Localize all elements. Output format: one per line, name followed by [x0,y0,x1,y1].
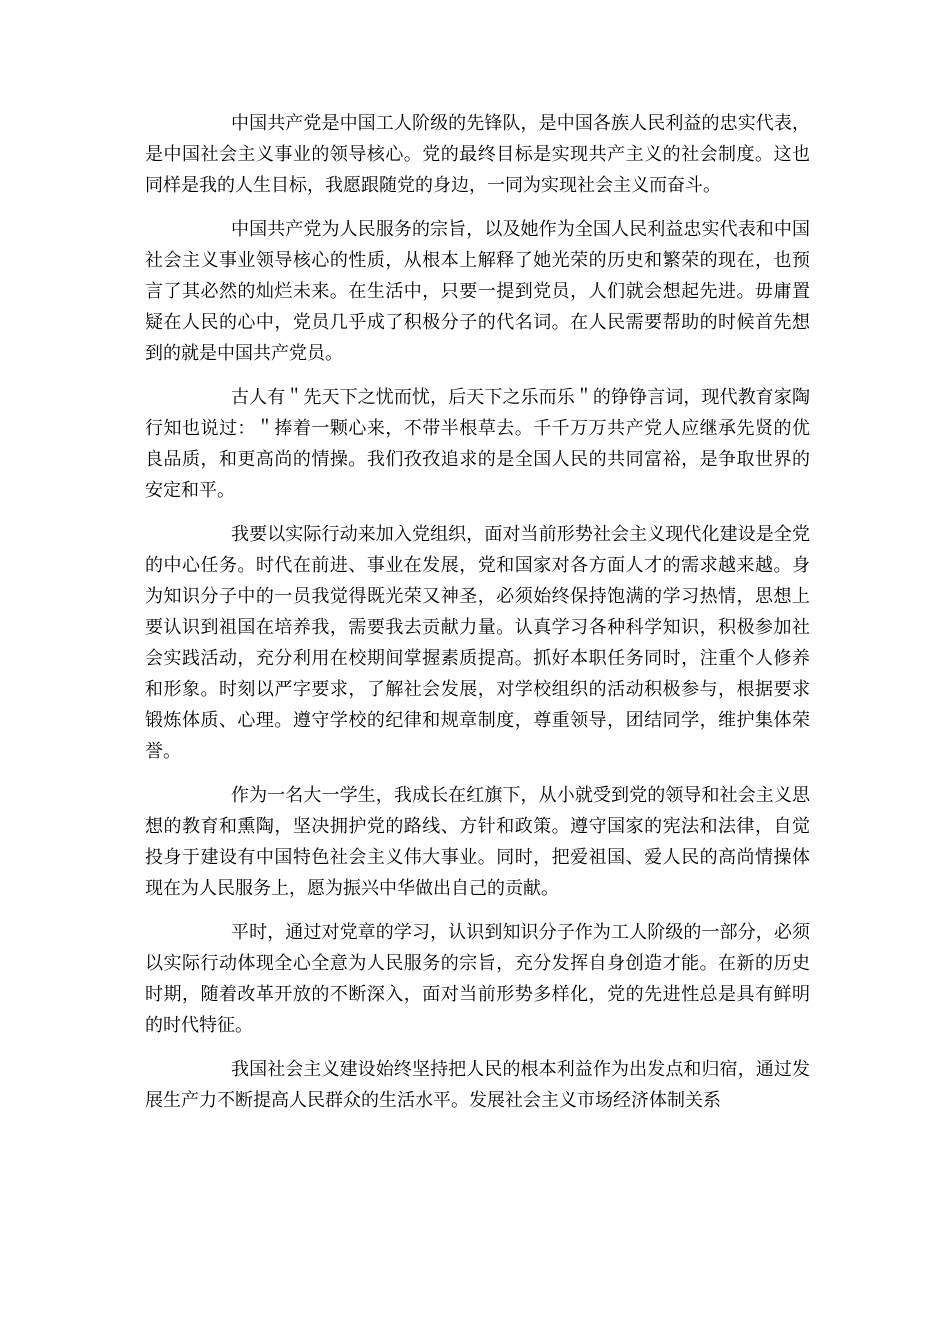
paragraph-2: 中国共产党为人民服务的宗旨，以及她作为全国人民利益忠实代表和中国社会主义事业领导核心的性质，从根本上解释了她光荣的历史和繁荣的现在，也预言了其必然的灿烂未来。在生活中，只要一提到党员，人们就会想起先进。毋庸置疑在人民的心中，党员几乎成了积极分子的代名词。在人民需要帮助的时候首先想到的就是中国共产党员。 [145,219,810,364]
document-body [145,108,810,1129]
paragraph-7: 我国社会主义建设始终坚持把人民的根本利益作为出发点和归宿，通过发展生产力不断提高人民群众的生活水平。发展社会主义市场经济体制关系 [145,1059,810,1111]
paragraph-1: 中国共产党是中国工人阶级的先锋队，是中国各族人民利益的忠实代表，是中国社会主义事业的领导核心。党的最终目标是实现共产主义的社会制度。这也同样是我的人生目标，我愿跟随党的身边，一同为实现社会主义而奋斗。 [145,113,810,196]
paragraph-5: 作为一名大一学生，我成长在红旗下，从小就受到党的领导和社会主义思想的教育和熏陶，坚决拥护党的路线、方针和政策。遵守国家的宪法和法律，自觉投身于建设有中国特色社会主义伟大事业。同时，把爱祖国、爱人民的高尚情操体现在为人民服务上，愿为振兴中华做出自己的贡献。 [145,785,810,899]
paragraph-6: 平时，通过对党章的学习，认识到知识分子作为工人阶级的一部分，必须以实际行动体现全心全意为人民服务的宗旨，充分发挥自身创造才能。在新的历史时期，随着改革开放的不断深入，面对当前形势多样化，党的先进性总是具有鲜明的时代特征。 [145,922,810,1036]
paragraph-3: 古人有＂先天下之忧而忧，后天下之乐而乐＂的铮铮言词，现代教育家陶行知也说过：＂捧着一颗心来，不带半根草去。千千万万共产党人应继承先贤的优良品质，和更高尚的情操。我们孜孜追求的是全国人民的共同富裕，是争取世界的安定和平。 [145,387,810,501]
paragraph-4: 我要以实际行动来加入党组织，面对当前形势社会主义现代化建设是全党的中心任务。时代在前进、事业在发展，党和国家对各方面人才的需求越来越。身为知识分子中的一员我觉得既光荣又神圣，必须始终保持饱满的学习热情，思想上要认识到祖国在培养我，需要我去贡献力量。认真学习各种科学知识，积极参加社会实践活动，充分利用在校期间掌握素质提高。抓好本职任务同时，注重个人修养和形象。时刻以严字要求，了解社会发展，对学校组织的活动积极参与，根据要求锻炼体质、心理。遵守学校的纪律和规章制度，尊重领导，团结同学，维护集体荣誉。 [145,524,810,762]
